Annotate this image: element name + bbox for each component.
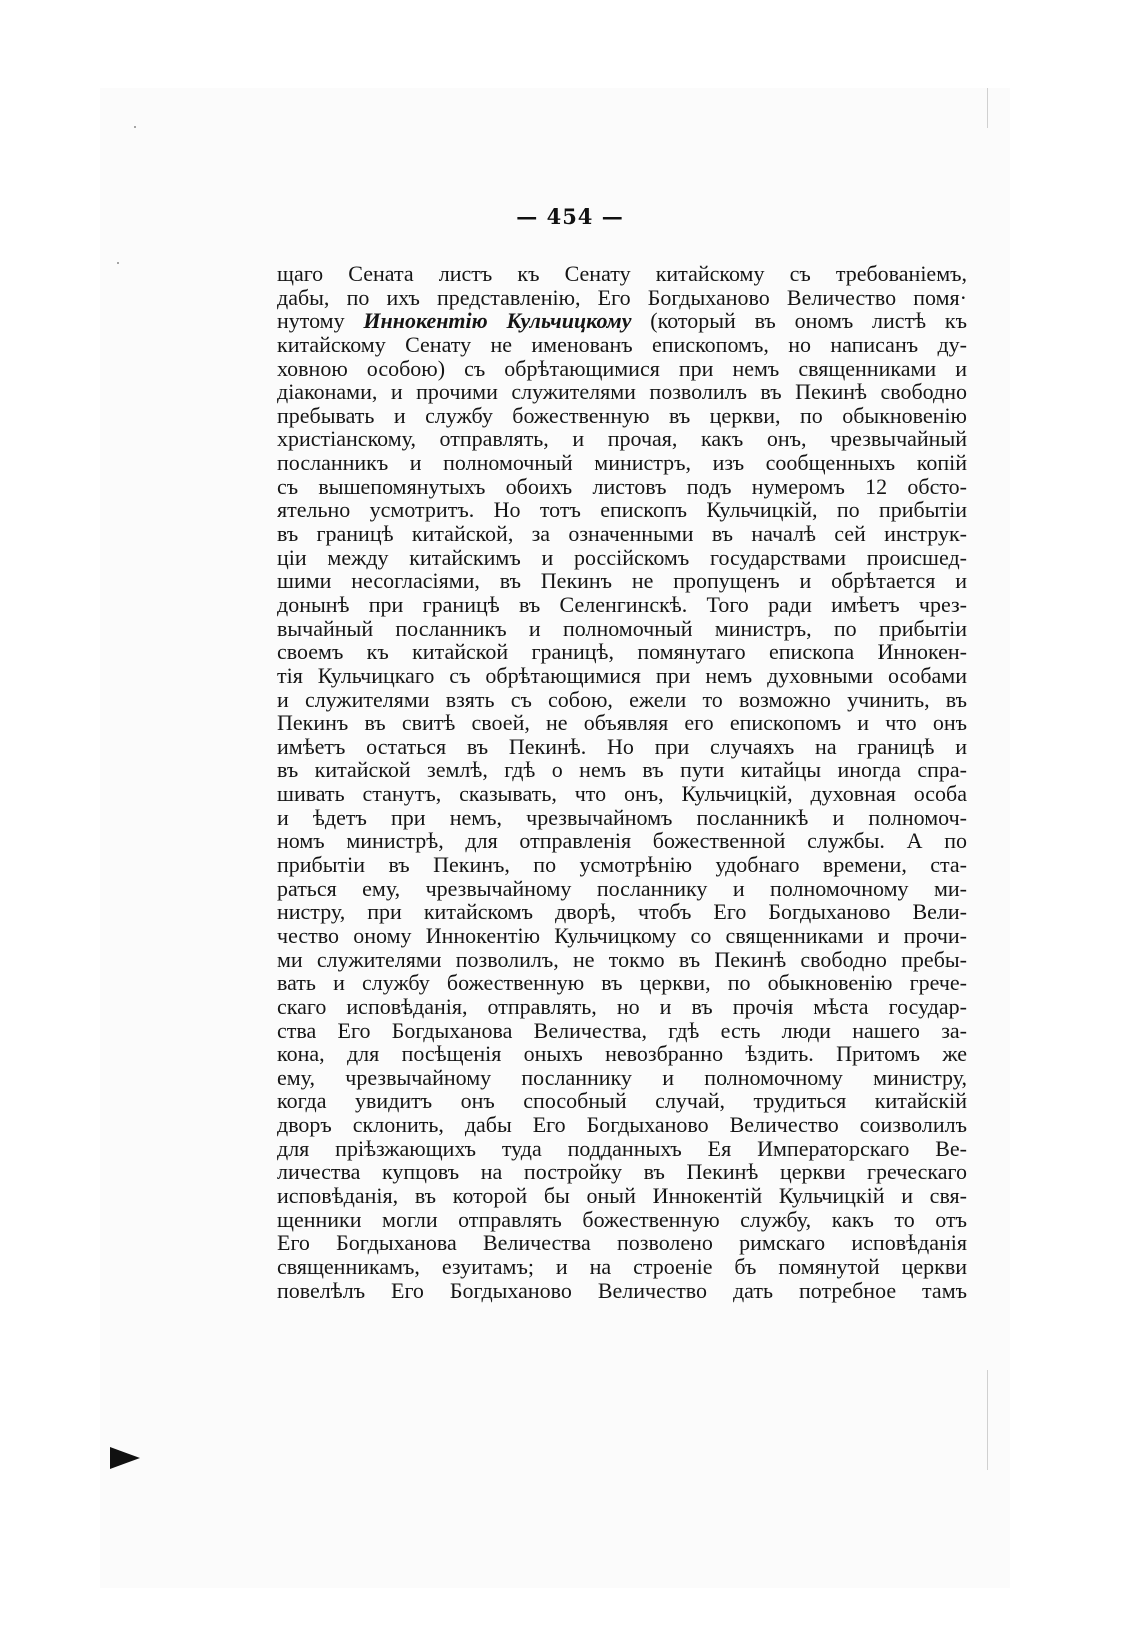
text-line: христіанскому, отправлять, и прочая, какъ онъ, чрезвычайный	[277, 426, 967, 452]
text-line: чество оному Иннокентію Кульчицкому со священниками и прочи-	[277, 922, 967, 948]
text-line	[277, 309, 967, 333]
page-body-text	[277, 262, 967, 1302]
text-line: шивать станутъ, сказывать, что онъ, Кульчицкій, духовная особа	[277, 781, 967, 807]
text-line: и ѣдетъ при немъ, чрезвычайномъ посланникѣ и полномоч-	[277, 804, 967, 830]
text-line: священникамъ, езуитамъ; и на строеніе бъ помянутой церкви	[277, 1253, 967, 1279]
text-line: личества купцовъ на постройку въ Пекинѣ церкви греческаго	[277, 1159, 967, 1185]
text-line: діаконами, и прочими служителями позволилъ въ Пекинѣ свободно	[277, 379, 967, 405]
text-line: вать и службу божественную въ церкви, по обыкновенію грече-	[277, 970, 967, 996]
text-line: дабы, по ихъ представленію, Его Богдыханово Величество помя·	[277, 284, 967, 310]
text-line: въ китайской землѣ, гдѣ о немъ въ пути китайцы иногда спра-	[277, 757, 967, 783]
text-line: ціи между китайскимъ и россійскомъ государствами происшед-	[277, 544, 967, 570]
text-line: скаго исповѣданія, отправлять, но и въ прочія мѣста государ-	[277, 993, 967, 1019]
text-line: исповѣданія, въ которой бы оный Иннокентій Кульчицкій и свя-	[277, 1182, 967, 1208]
italic-person-name: Иннокентію Кульчицкому	[363, 308, 632, 334]
text-line: щаго Сената листъ къ Сенату китайскому съ требованіемъ,	[277, 261, 967, 286]
text-line: дворъ склонить, дабы Его Богдыханово Величество соизволилъ	[277, 1112, 967, 1138]
text-line: шими несогласіями, въ Пекинъ не пропущенъ и обрѣтается и	[277, 568, 967, 594]
text-line: китайскому Сенату не именованъ епископомъ, но написанъ ду-	[277, 331, 967, 357]
page-speck	[117, 262, 119, 264]
page-corner-mark	[110, 1447, 140, 1469]
text-line: и служителями взять съ собою, ежели то возможно учинить, въ	[277, 686, 967, 712]
text-line: повелѣлъ Его Богдыханово Величество дать потребное тамъ	[277, 1277, 967, 1303]
text-line: ятельно усмотритъ. Но тотъ епископъ Кульчицкій, по прибытіи	[277, 497, 967, 523]
text-line-segment: (который въ ономъ листѣ къ	[631, 308, 967, 334]
text-line: ховною особою) съ обрѣтающимися при немъ священниками и	[277, 355, 967, 381]
text-line: съ вышепомянутыхъ обоихъ листовъ подъ нумеромъ 12 обсто-	[277, 473, 967, 499]
text-line: тія Кульчицкаго съ обрѣтающимися при немъ духовными особами	[277, 662, 967, 688]
text-line: ства Его Богдыханова Величества, гдѣ есть люди нашего за-	[277, 1017, 967, 1043]
text-line: когда увидитъ онъ способный случай, трудиться китайскій	[277, 1088, 967, 1114]
text-line: Его Богдыханова Величества позволено римскаго исповѣданія	[277, 1230, 967, 1256]
text-line: прибытіи въ Пекинъ, по усмотрѣнію удобнаго времени, ста-	[277, 852, 967, 878]
text-line: Пекинъ въ свитѣ своей, не объявляя его епископомъ и что онъ	[277, 710, 967, 736]
text-line: вычайный посланникъ и полномочный министръ, по прибытіи	[277, 615, 967, 641]
text-line: нистру, при китайскомъ дворѣ, чтобъ Его Богдыханово Вели-	[277, 899, 967, 925]
text-line: пребывать и службу божественную въ церкви, по обыкновенію	[277, 402, 967, 428]
text-line: кона, для посѣщенія оныхъ невозбранно ѣздить. Притомъ же	[277, 1041, 967, 1067]
text-line: своемъ къ китайской границѣ, помянутаго епископа Иннокен-	[277, 639, 967, 665]
text-line: щенники могли отправлять божественную службу, какъ то отъ	[277, 1206, 967, 1232]
text-line: въ границѣ китайской, за означенными въ началѣ сей инструк-	[277, 521, 967, 547]
margin-line	[987, 88, 988, 128]
page-speck	[134, 126, 136, 128]
text-line-segment: нутому	[277, 308, 364, 334]
text-line: ему, чрезвычайному посланнику и полномочному министру,	[277, 1064, 967, 1090]
text-line: донынѣ при границѣ въ Селенгинскѣ. Того ради имѣетъ чрез-	[277, 591, 967, 617]
text-line: ми служителями позволилъ, не токмо въ Пекинѣ свободно пребы-	[277, 946, 967, 972]
text-line: посланникъ и полномочный министръ, изъ сообщенныхъ копій	[277, 450, 967, 476]
text-line: имѣетъ остаться въ Пекинѣ. Но при случаяхъ на границѣ и	[277, 733, 967, 759]
page-number: — 454 —	[516, 204, 624, 229]
text-line: раться ему, чрезвычайному посланнику и полномочному ми-	[277, 875, 967, 901]
text-line: для пріѣзжающихъ туда подданныхъ Ея Императорскаго Ве-	[277, 1135, 967, 1161]
margin-line	[987, 1370, 988, 1470]
text-line: номъ министрѣ, для отправленія божественной службы. А по	[277, 828, 967, 854]
